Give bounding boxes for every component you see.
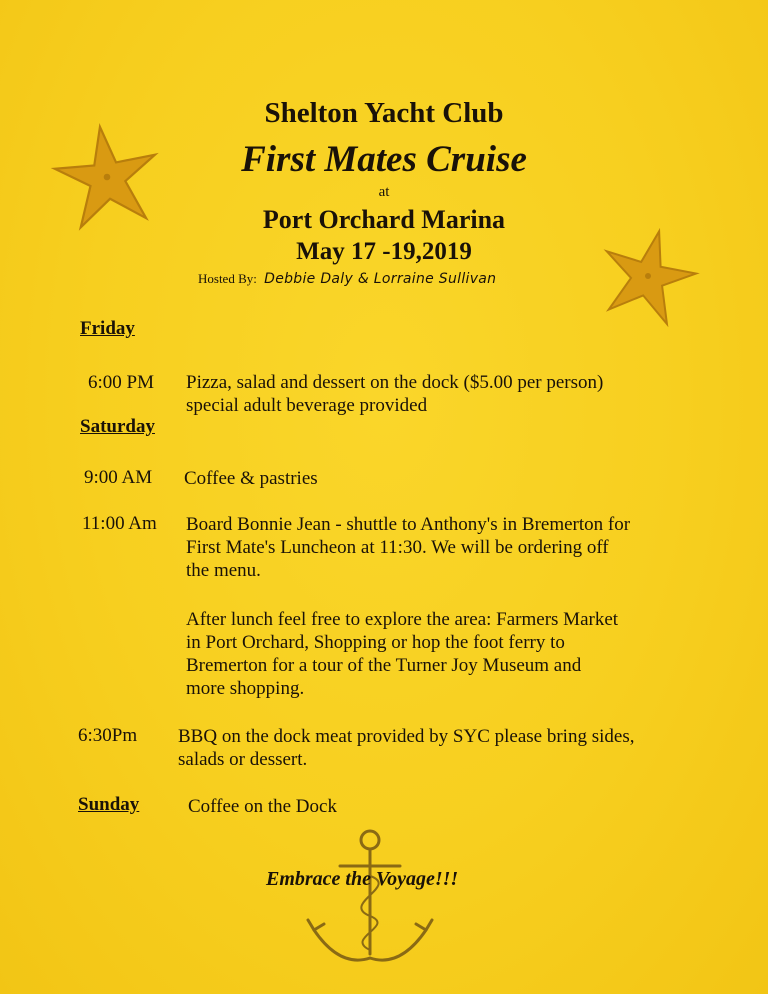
desc-saturday-1 [184,467,318,490]
desc-line: BBQ on the dock meat provided by SYC please bring sides, [178,726,635,747]
day-friday: Friday [80,318,135,339]
desc-line: special adult beverage provided [186,395,428,416]
day-sunday: Sunday [78,794,140,815]
desc-friday-1 [186,371,603,417]
at-label: at [378,184,390,200]
desc-saturday-3 [186,608,618,700]
desc-line: the menu. [186,560,261,581]
club-name: Shelton Yacht Club [264,97,504,129]
desc-line: Coffee on the Dock [188,796,337,817]
desc-line: salads or dessert. [178,749,308,770]
event-title: First Mates Cruise [241,139,527,180]
venue-name: Port Orchard Marina [262,205,506,234]
desc-line: more shopping. [186,678,305,699]
desc-line: in Port Orchard, Shopping or hop the foot ferry to [186,632,565,653]
desc-saturday-4 [178,725,634,771]
time-saturday-4: 6:30Pm [78,725,138,746]
desc-line: After lunch feel free to explore the area: Farmers Market [186,609,619,630]
closing-slogan: Embrace the Voyage!!! [266,868,459,890]
desc-sunday-1 [188,795,337,818]
desc-line: Pizza, salad and dessert on the dock ($5.00 per person) [186,372,604,393]
host-names: Debbie Daly & Lorraine Sullivan [264,271,497,287]
desc-saturday-2 [186,513,630,582]
desc-line: Bremerton for a tour of the Turner Joy Museum and [186,655,582,676]
desc-line: First Mate's Luncheon at 11:30. We will be ordering off [186,537,609,558]
time-saturday-1: 9:00 AM [84,467,153,488]
hosted-by [198,271,496,287]
day-saturday: Saturday [80,416,155,437]
desc-line: Board Bonnie Jean - shuttle to Anthony's in Bremerton for [186,514,631,535]
anchor-icon [300,826,440,976]
hosted-by-label: Hosted By: [198,271,257,286]
event-dates: May 17 -19,2019 [296,238,472,265]
time-saturday-2: 11:00 Am [82,513,157,534]
time-friday-1: 6:00 PM [88,372,154,393]
desc-line: Coffee & pastries [184,468,318,489]
